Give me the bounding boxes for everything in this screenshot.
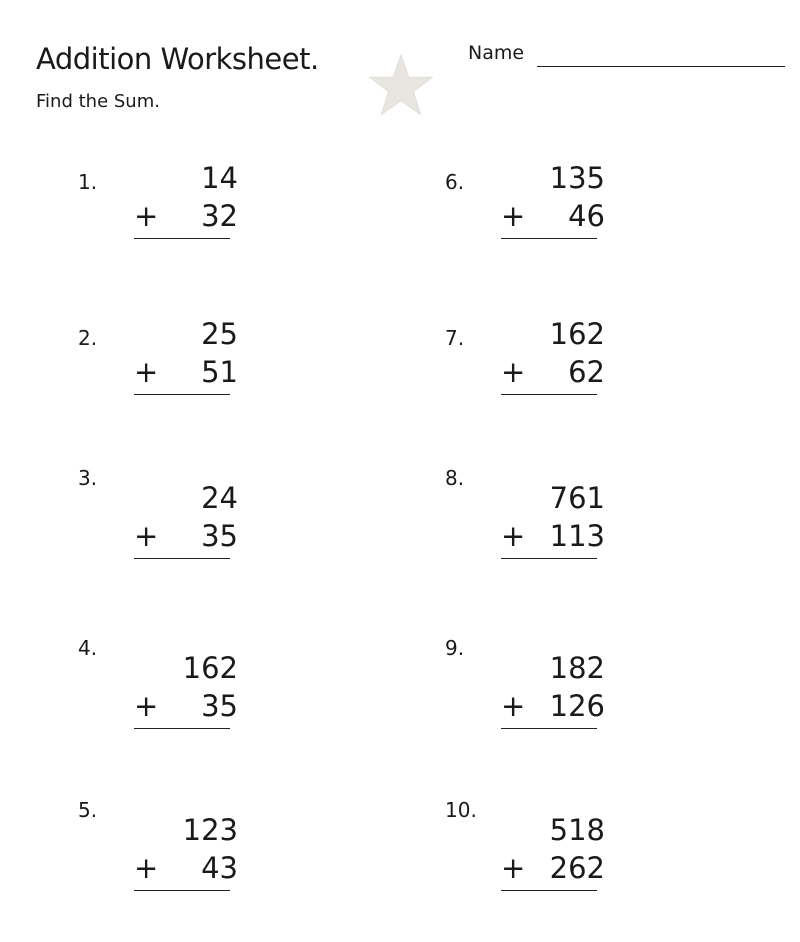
answer-line[interactable] (134, 238, 230, 239)
problem-number: 8. (445, 466, 465, 490)
addend-bottom: + 113 (501, 519, 605, 553)
worksheet-title: Addition Worksheet. (36, 42, 319, 76)
problem-2 (78, 316, 278, 406)
plus-sign: + (501, 689, 526, 723)
problem-3 (78, 466, 278, 570)
addend-bottom: + 51 (134, 355, 238, 389)
answer-line[interactable] (134, 890, 230, 891)
answer-line[interactable] (134, 728, 230, 729)
problem-4 (78, 636, 278, 740)
plus-sign: + (134, 519, 159, 553)
problem-number: 1. (78, 170, 98, 194)
problem-number: 9. (445, 636, 465, 660)
problem-number: 2. (78, 326, 98, 350)
problem-number: 5. (78, 798, 98, 822)
answer-line[interactable] (134, 558, 230, 559)
worksheet-instructions: Find the Sum. (36, 91, 160, 112)
problem-number: 3. (78, 466, 98, 490)
addend-top: 182 (549, 651, 605, 685)
problem-10 (445, 798, 645, 902)
answer-line[interactable] (134, 394, 230, 395)
plus-sign: + (501, 519, 526, 553)
addend-bottom: + 262 (501, 851, 605, 885)
plus-sign: + (501, 199, 526, 233)
addend-top: 25 (201, 317, 238, 351)
problem-7 (445, 316, 645, 406)
problem-9 (445, 636, 645, 740)
addend-bottom: + 126 (501, 689, 605, 723)
addend-top: 162 (182, 651, 238, 685)
plus-sign: + (134, 689, 159, 723)
addend-top: 24 (201, 481, 238, 515)
addend-top: 135 (549, 161, 605, 195)
plus-sign: + (134, 199, 159, 233)
addend-top: 123 (182, 813, 238, 847)
name-label: Name (468, 42, 525, 64)
addend-top: 162 (549, 317, 605, 351)
problem-number: 6. (445, 170, 465, 194)
plus-sign: + (134, 851, 159, 885)
problem-8 (445, 466, 645, 570)
addend-top: 14 (201, 161, 238, 195)
answer-line[interactable] (501, 394, 597, 395)
answer-line[interactable] (501, 728, 597, 729)
addend-bottom: + 32 (134, 199, 238, 233)
addend-bottom: + 62 (501, 355, 605, 389)
plus-sign: + (134, 355, 159, 389)
answer-line[interactable] (501, 558, 597, 559)
plus-sign: + (501, 851, 526, 885)
plus-sign: + (501, 355, 526, 389)
addend-top: 518 (549, 813, 605, 847)
problem-number: 7. (445, 326, 465, 350)
addend-bottom: + 46 (501, 199, 605, 233)
problem-number: 4. (78, 636, 98, 660)
problem-1 (78, 160, 278, 250)
problem-6 (445, 160, 645, 250)
answer-line[interactable] (501, 890, 597, 891)
addend-top: 761 (549, 481, 605, 515)
addend-bottom: + 35 (134, 519, 238, 553)
problem-5 (78, 798, 278, 902)
addend-bottom: + 43 (134, 851, 238, 885)
addend-bottom: + 35 (134, 689, 238, 723)
answer-line[interactable] (501, 238, 597, 239)
name-field-line[interactable] (537, 66, 785, 67)
problem-number: 10. (445, 798, 477, 822)
star-icon (368, 52, 434, 118)
